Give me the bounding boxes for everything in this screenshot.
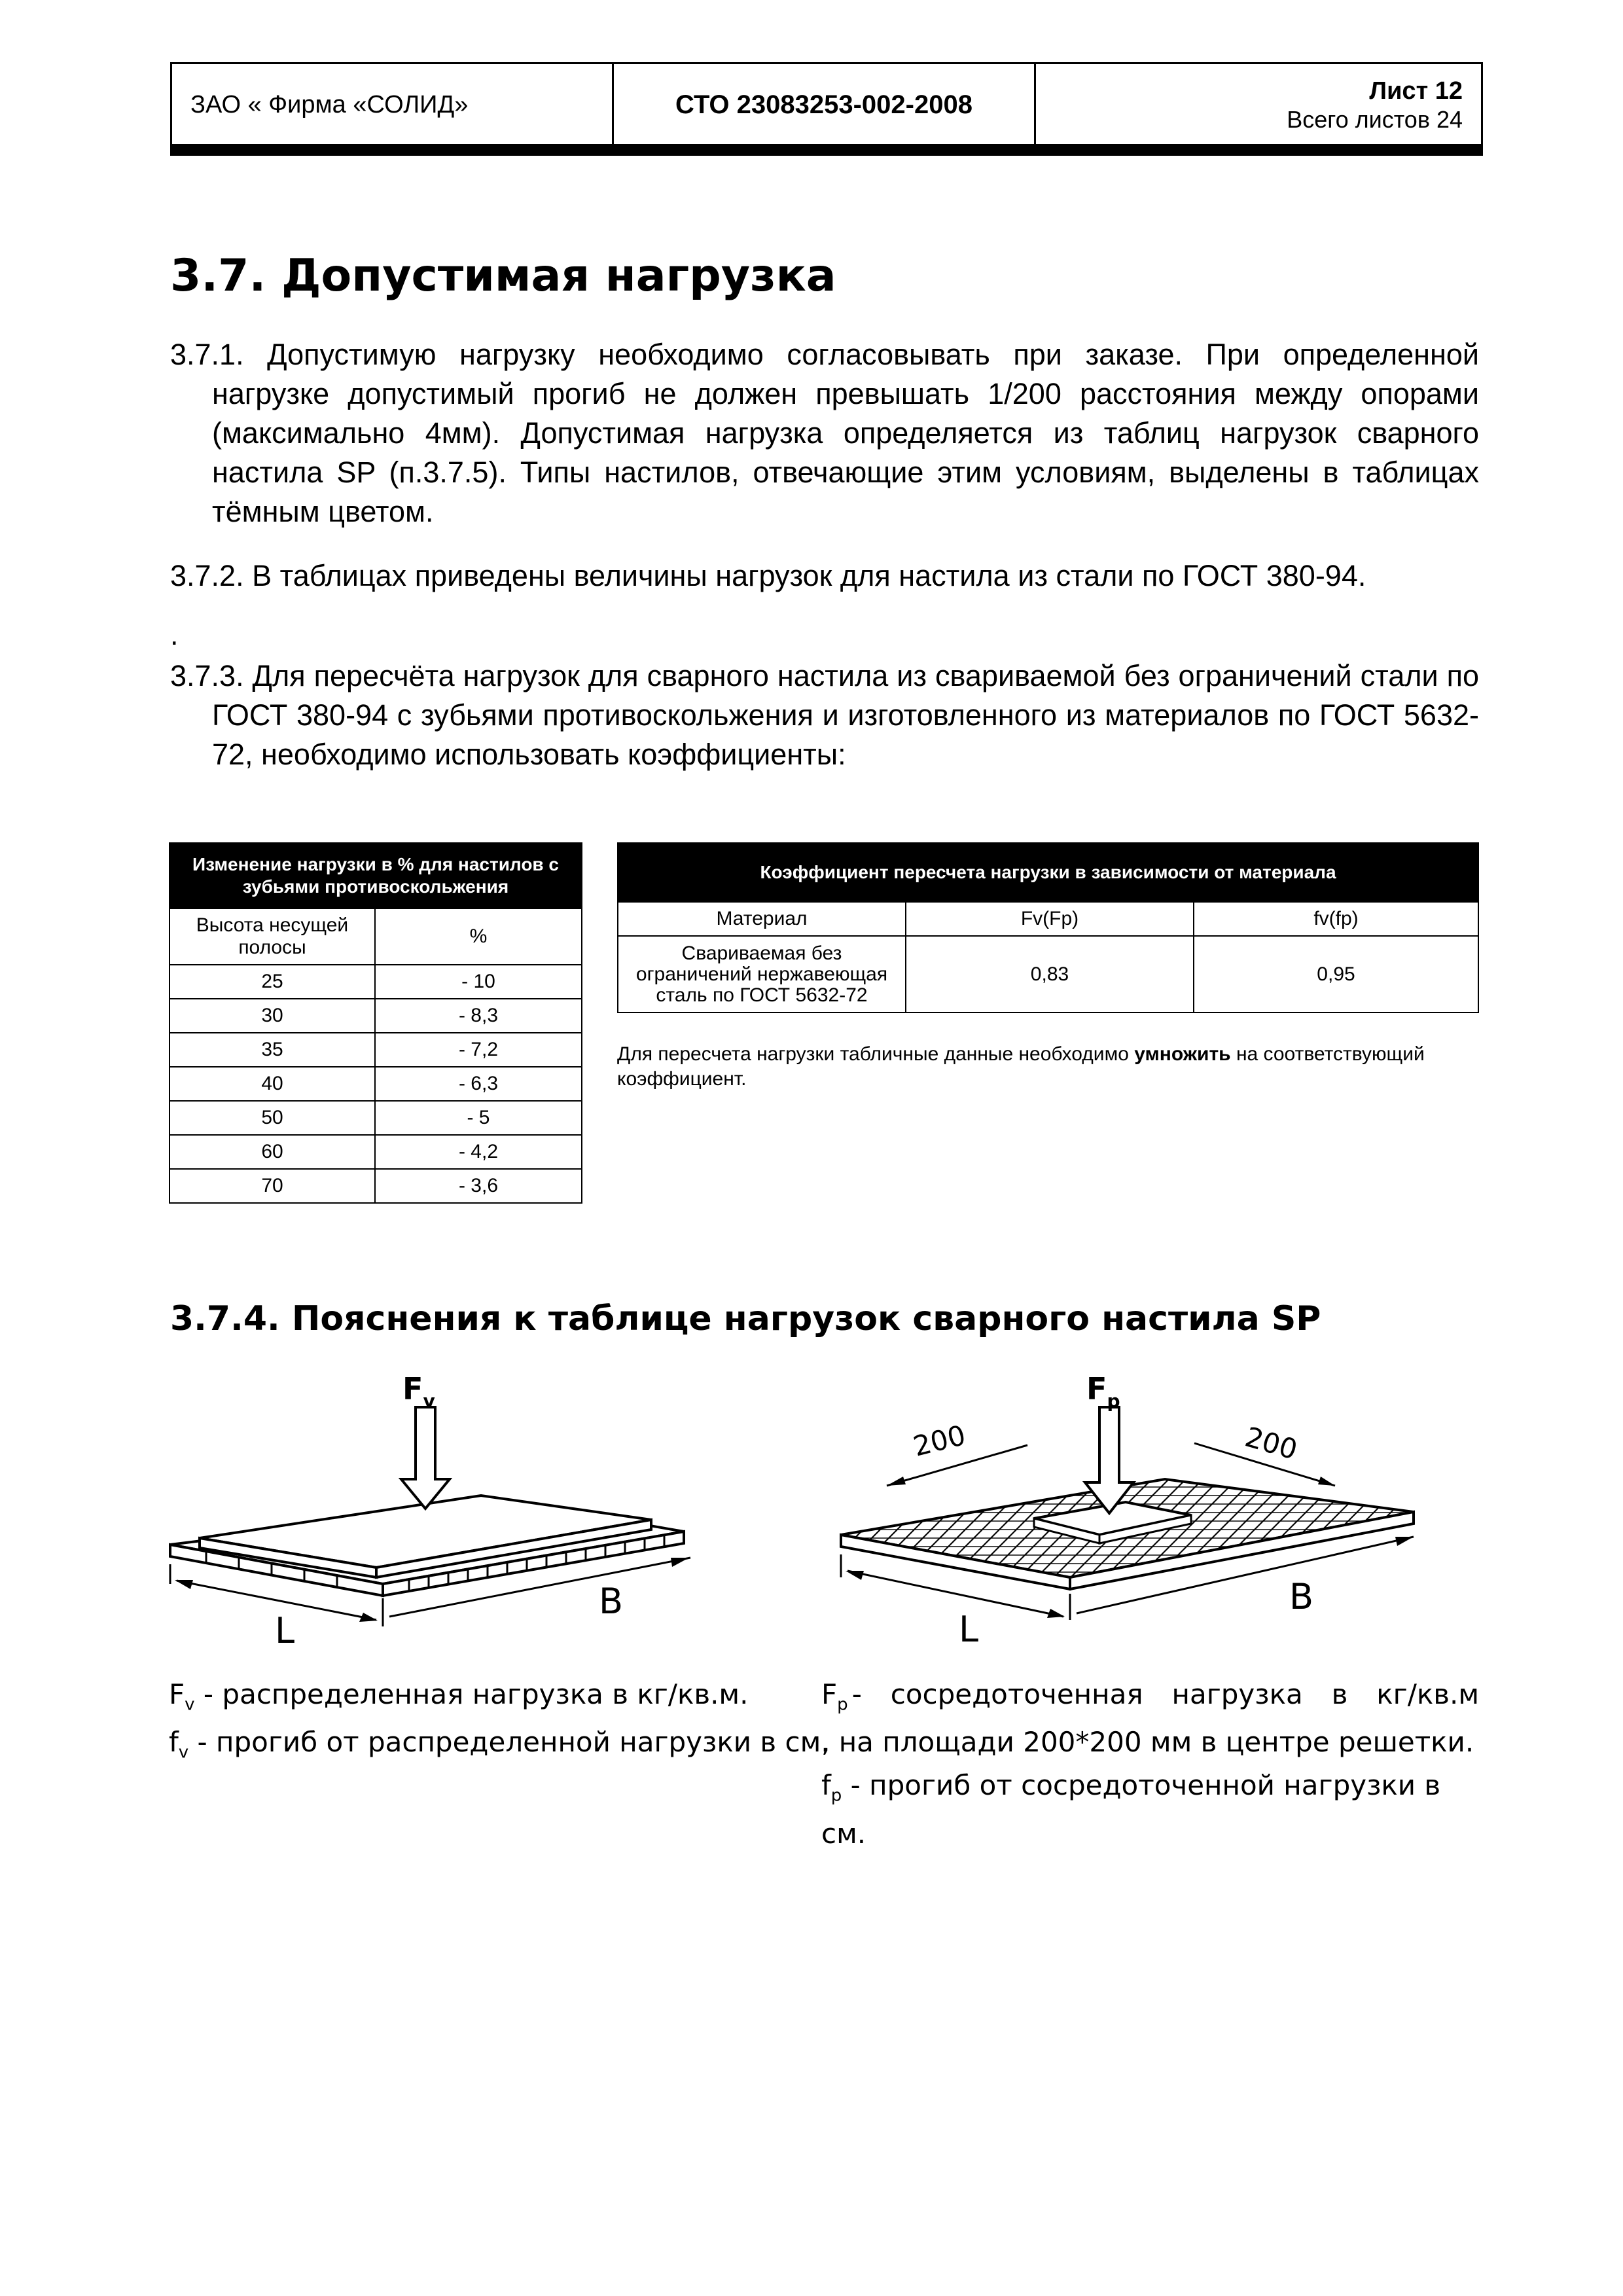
force-label: $F_p$ — [1086, 1371, 1120, 1412]
legend-fp: $F_p$ - сосредоточенная нагрузка в кг/кв.м — [821, 1678, 1479, 1715]
table2-col-fv: Fv(Fp) — [906, 902, 1194, 936]
legend-fv-deflection: $f_v$ - прогиб от распределенной нагрузки в см. — [169, 1726, 830, 1763]
dimension-200-right: 200 — [1241, 1420, 1301, 1466]
sheet-number: Лист 12 — [1369, 77, 1463, 105]
note-text: Для пересчета нагрузки табличные данные необходимо — [617, 1043, 1135, 1065]
multiply-note — [617, 1042, 1481, 1092]
sheet-total: Всего листов 24 — [1287, 105, 1463, 133]
paragraph-3-7-2: 3.7.2. В таблицах приведены величины нагрузок для настила из стали по ГОСТ 380-94. — [170, 559, 1366, 592]
table1-cell: 60 — [169, 1135, 375, 1169]
document-header — [170, 62, 1483, 146]
table1-cell: - 3,6 — [375, 1169, 582, 1203]
table1-cell: 50 — [169, 1101, 375, 1135]
note-text-end: на соответствующий коэффициент. — [617, 1043, 1425, 1090]
header-rule — [170, 144, 1483, 156]
legend-fp-deflection: $f_p$ - прогиб от сосредоточенной нагрузки в см. — [821, 1769, 1441, 1850]
table1-cell: - 10 — [375, 965, 582, 999]
concentrated-load-diagram — [838, 1368, 1492, 1656]
table-row — [169, 1067, 582, 1101]
table1-cell: - 7,2 — [375, 1033, 582, 1067]
legend-concentrated — [821, 1676, 1479, 1853]
distributed-load-diagram — [167, 1368, 736, 1656]
table1-col-height: Высота несущей полосы — [169, 908, 375, 965]
legend-distributed — [169, 1676, 830, 1772]
table-row — [169, 999, 582, 1033]
company-name: ЗАО « Фирма «СОЛИД» — [172, 64, 614, 146]
table2-value-fv-small: 0,95 — [1194, 936, 1478, 1013]
table2-material: Свариваемая без ограничений нержавеющая сталь по ГОСТ 5632-72 — [618, 936, 906, 1013]
dimension-b-label: B — [1289, 1576, 1314, 1617]
table1-cell: - 8,3 — [375, 999, 582, 1033]
note-bold: умножить — [1134, 1043, 1231, 1065]
table1-title: Изменение нагрузки в % для настилов с зубьями противоскольжения — [169, 843, 582, 908]
dimension-200-left: 200 — [910, 1418, 969, 1463]
legend-fp-area: , на площади 200*200 мм в центре решетки. — [821, 1726, 1474, 1759]
subsection-title: 3.7.4. Пояснения к таблице нагрузок сварного настила SP — [170, 1299, 1321, 1338]
table-row — [169, 965, 582, 999]
dimension-l-label: L — [275, 1610, 295, 1651]
table2-value-fv: 0,83 — [906, 936, 1194, 1013]
table-anti-slip-change — [169, 842, 582, 1204]
force-label: $F_v$ — [402, 1371, 435, 1412]
table-material-coefficient — [617, 842, 1479, 1013]
stray-dot: . — [170, 618, 179, 651]
paragraph-3-7-1: 3.7.1. Допустимую нагрузку необходимо согласовывать при заказе. При определенной нагрузке допустимый прогиб не должен превышать 1/200 расстояния между опорами (максимально 4мм). Допустимая нагрузка определяется из таблиц нагрузок сварного настила SP (п.3.7.5). Типы настилов, отвечающие этим условиям, выделены в таблицах тёмным цветом. — [170, 338, 1479, 528]
legend-fv: $F_v$ - распределенная нагрузка в кг/кв.м. — [169, 1678, 749, 1715]
table2-col-fv-small: fv(fp) — [1194, 902, 1478, 936]
table2-col-material: Материал — [618, 902, 906, 936]
table1-cell: 25 — [169, 965, 375, 999]
section-title: 3.7. Допустимая нагрузка — [170, 250, 836, 302]
table1-cell: 30 — [169, 999, 375, 1033]
table1-cell: - 6,3 — [375, 1067, 582, 1101]
table1-col-percent: % — [375, 908, 582, 965]
table-row — [169, 1101, 582, 1135]
table1-cell: 70 — [169, 1169, 375, 1203]
table1-cell: 40 — [169, 1067, 375, 1101]
table-row — [169, 1135, 582, 1169]
standard-number: СТО 23083253-002-2008 — [614, 64, 1036, 146]
paragraph-3-7-3: 3.7.3. Для пересчёта нагрузок для сварного настила из свариваемой без ограничений стали по ГОСТ 380-94 с зубьями противоскольжения и изготовленного из материалов по ГОСТ 5632-72, необходимо использовать коэффициенты: — [170, 659, 1479, 771]
table-row — [169, 1169, 582, 1203]
sheet-info — [1036, 64, 1481, 146]
table2-title: Коэффициент пересчета нагрузки в зависимости от материала — [618, 843, 1478, 902]
dimension-b-label: B — [599, 1581, 624, 1622]
table-row — [169, 1033, 582, 1067]
dimension-l-label: L — [959, 1609, 979, 1650]
table1-cell: - 4,2 — [375, 1135, 582, 1169]
table1-cell: - 5 — [375, 1101, 582, 1135]
table1-cell: 35 — [169, 1033, 375, 1067]
